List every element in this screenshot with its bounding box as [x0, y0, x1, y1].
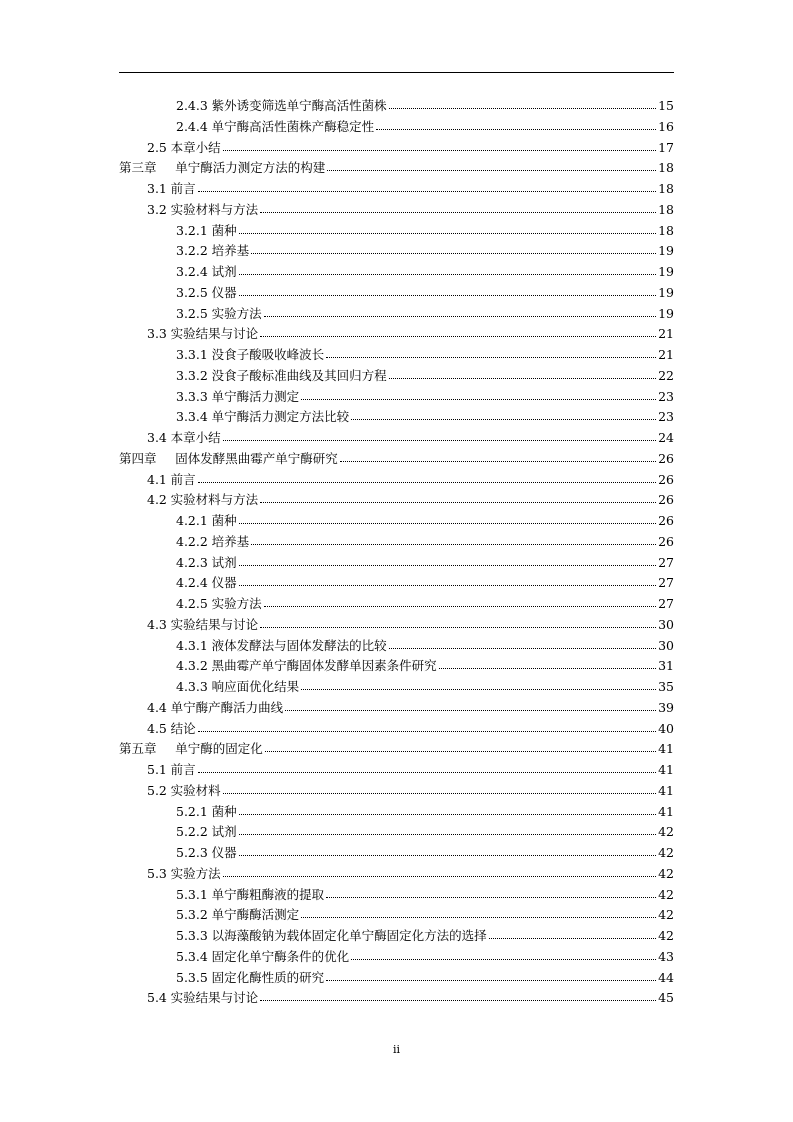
toc-entry[interactable] — [119, 739, 674, 760]
toc-entry-number: 5.3 — [147, 865, 167, 881]
toc-entry[interactable] — [119, 822, 674, 843]
toc-entry-title: 没食子酸标准曲线及其回归方程 — [211, 367, 387, 383]
toc-entry[interactable] — [119, 470, 674, 491]
toc-entry-number: 第五章 — [119, 741, 157, 757]
toc-entry-page-number: 21 — [658, 326, 674, 342]
toc-entry-number: 3.2.2 — [176, 243, 208, 259]
toc-dot-leader — [198, 181, 656, 193]
toc-dot-leader — [285, 700, 656, 712]
toc-dot-leader — [264, 306, 657, 318]
toc-entry-number: 4.2.2 — [176, 533, 208, 549]
toc-entry[interactable] — [119, 864, 674, 885]
toc-entry-number: 4.5 — [147, 720, 167, 736]
toc-entry-page-number: 18 — [658, 160, 674, 176]
toc-entry[interactable] — [119, 885, 674, 906]
toc-entry-page-number: 42 — [658, 907, 674, 923]
toc-entry-title: 单宁酶活力测定 — [211, 388, 300, 404]
toc-entry-number: 4.1 — [147, 471, 167, 487]
toc-entry-title: 前言 — [170, 181, 196, 196]
toc-entry-page-number: 30 — [658, 616, 674, 632]
toc-entry[interactable] — [119, 490, 674, 511]
toc-entry-page-number: 18 — [658, 201, 674, 217]
toc-entry-title: 实验材料与方法 — [170, 201, 259, 217]
toc-entry-page-number: 27 — [658, 596, 674, 611]
page-number: ii — [392, 1043, 401, 1056]
toc-entry-page-number: 41 — [658, 803, 674, 819]
toc-entry-number: 3.3.1 — [176, 347, 208, 362]
toc-entry-page-number: 27 — [658, 575, 674, 591]
toc-entry-title: 试剂 — [211, 824, 237, 840]
toc-entry[interactable] — [119, 594, 674, 615]
toc-entry-title: 菌种 — [211, 803, 237, 819]
toc-entry-number: 4.4 — [147, 699, 167, 715]
toc-dot-leader — [239, 575, 657, 587]
toc-entry-number: 第四章 — [119, 450, 157, 466]
toc-dot-leader — [223, 430, 656, 442]
toc-entry-page-number: 23 — [658, 409, 674, 425]
toc-entry-number: 3.3.2 — [176, 367, 208, 383]
toc-entry[interactable] — [119, 636, 674, 657]
toc-entry-page-number: 42 — [658, 928, 674, 943]
toc-entry[interactable] — [119, 968, 674, 989]
toc-entry-title: 实验结果与讨论 — [170, 990, 259, 1006]
toc-entry-page-number: 41 — [658, 762, 674, 777]
toc-entry[interactable] — [119, 843, 674, 864]
toc-entry-number: 5.3.4 — [176, 948, 208, 964]
toc-entry-title: 黑曲霉产单宁酶固体发酵单因素条件研究 — [211, 658, 437, 674]
toc-entry[interactable] — [119, 304, 674, 325]
toc-entry[interactable] — [119, 387, 674, 408]
toc-entry[interactable] — [119, 926, 674, 947]
toc-dot-leader — [301, 679, 656, 691]
toc-dot-leader — [389, 368, 657, 380]
toc-entry-title: 实验方法 — [170, 865, 221, 881]
toc-entry-page-number: 18 — [658, 181, 674, 196]
toc-entry-number: 3.3 — [147, 326, 167, 342]
toc-entry-title: 实验材料 — [170, 782, 221, 798]
toc-entry[interactable] — [119, 241, 674, 262]
toc-entry-title: 单宁酶的固定化 — [175, 741, 263, 757]
toc-entry[interactable] — [119, 366, 674, 387]
toc-entry-number: 4.3.2 — [176, 658, 208, 674]
toc-entry[interactable] — [119, 532, 674, 553]
toc-entry[interactable] — [119, 96, 674, 117]
toc-entry[interactable] — [119, 615, 674, 636]
toc-entry-title: 培养基 — [211, 243, 250, 259]
toc-entry-title: 固定化酶性质的研究 — [211, 969, 325, 985]
toc-dot-leader — [251, 243, 656, 255]
toc-entry-page-number: 31 — [658, 658, 674, 674]
toc-dot-leader — [326, 347, 656, 359]
toc-entry[interactable] — [119, 677, 674, 698]
toc-entry-number: 2.4.3 — [176, 98, 208, 113]
header-rule — [119, 72, 674, 73]
toc-entry-number: 5.2.1 — [176, 803, 208, 819]
toc-dot-leader — [239, 555, 657, 567]
toc-dot-leader — [489, 928, 657, 940]
toc-entry[interactable] — [119, 573, 674, 594]
toc-entry-number: 5.3.3 — [176, 928, 208, 943]
toc-dot-leader — [301, 907, 656, 919]
toc-entry-title: 响应面优化结果 — [211, 679, 300, 694]
toc-entry-page-number: 19 — [658, 243, 674, 259]
toc-entry[interactable] — [119, 262, 674, 283]
toc-entry[interactable] — [119, 698, 674, 719]
toc-entry-title: 以海藻酸钠为载体固定化单宁酶固定化方法的选择 — [211, 928, 487, 943]
toc-dot-leader — [239, 223, 657, 235]
toc-entry-title: 单宁酶产酶活力曲线 — [170, 699, 284, 715]
toc-entry-number: 2.4.4 — [176, 118, 208, 134]
toc-entry-number: 3.2.4 — [176, 264, 208, 279]
toc-entry-title: 结论 — [170, 720, 196, 736]
toc-dot-leader — [198, 721, 656, 733]
toc-entry-number: 5.2 — [147, 782, 167, 798]
toc-entry-page-number: 19 — [658, 305, 674, 321]
table-of-contents — [119, 96, 674, 1009]
toc-entry-title: 仪器 — [211, 845, 237, 860]
toc-entry-number: 3.3.4 — [176, 409, 208, 425]
toc-entry-title: 本章小结 — [170, 139, 221, 155]
toc-entry-title: 固定化单宁酶条件的优化 — [211, 948, 350, 964]
toc-entry-number: 3.4 — [147, 430, 167, 445]
toc-entry-page-number: 41 — [658, 741, 674, 757]
toc-entry[interactable] — [119, 511, 674, 532]
toc-entry[interactable] — [119, 947, 674, 968]
toc-entry-number: 5.3.2 — [176, 907, 208, 923]
toc-entry-page-number: 22 — [658, 367, 674, 383]
toc-entry-number: 4.3.1 — [176, 637, 208, 653]
toc-entry-title: 单宁酶高活性菌株产酶稳定性 — [211, 118, 375, 134]
toc-entry-title: 单宁酶粗酶液的提取 — [211, 886, 325, 902]
toc-entry[interactable] — [119, 117, 674, 138]
toc-entry-page-number: 30 — [658, 637, 674, 653]
toc-entry-page-number: 35 — [658, 679, 674, 694]
toc-entry[interactable] — [119, 988, 674, 1009]
toc-entry-number: 4.2.4 — [176, 575, 208, 591]
toc-entry-page-number: 39 — [658, 699, 674, 715]
toc-entry-title: 前言 — [170, 762, 196, 777]
toc-entry-number: 2.5 — [147, 139, 167, 155]
toc-dot-leader — [351, 409, 656, 421]
toc-dot-leader — [239, 513, 657, 525]
toc-dot-leader — [326, 887, 656, 899]
toc-entry-number: 4.3 — [147, 616, 167, 632]
toc-entry-number: 4.2 — [147, 492, 167, 508]
toc-entry[interactable] — [119, 221, 674, 242]
toc-entry-page-number: 27 — [658, 554, 674, 570]
toc-dot-leader — [264, 596, 657, 608]
toc-entry-title: 试剂 — [211, 264, 237, 279]
toc-entry[interactable] — [119, 407, 674, 428]
toc-entry-number: 4.2.1 — [176, 513, 208, 528]
toc-entry[interactable] — [119, 802, 674, 823]
toc-entry-page-number: 26 — [658, 471, 674, 487]
toc-entry-title: 液体发酵法与固体发酵法的比较 — [211, 637, 387, 653]
toc-entry-page-number: 42 — [658, 824, 674, 840]
toc-entry-page-number: 16 — [658, 118, 674, 134]
toc-entry-title: 本章小结 — [170, 430, 221, 445]
toc-entry-title: 紫外诱变筛选单宁酶高活性菌株 — [211, 98, 387, 113]
toc-entry-page-number: 41 — [658, 782, 674, 798]
toc-entry-page-number: 19 — [658, 284, 674, 300]
toc-dot-leader — [327, 160, 656, 172]
toc-entry-title: 前言 — [170, 471, 196, 487]
toc-entry-title: 固体发酵黑曲霉产单宁酶研究 — [175, 450, 338, 466]
toc-entry-page-number: 44 — [658, 969, 674, 985]
toc-entry-number: 4.3.3 — [176, 679, 208, 694]
toc-dot-leader — [223, 783, 656, 795]
toc-dot-leader — [239, 824, 657, 836]
toc-entry-page-number: 40 — [658, 720, 674, 736]
toc-entry-number: 5.3.1 — [176, 886, 208, 902]
toc-entry-page-number: 26 — [658, 513, 674, 528]
toc-entry[interactable] — [119, 283, 674, 304]
toc-dot-leader — [389, 98, 657, 110]
toc-dot-leader — [198, 472, 656, 484]
toc-entry-page-number: 24 — [658, 430, 674, 445]
toc-dot-leader — [239, 845, 657, 857]
toc-entry-page-number: 42 — [658, 865, 674, 881]
toc-entry-page-number: 26 — [658, 492, 674, 508]
toc-entry-page-number: 15 — [658, 98, 674, 113]
toc-entry-page-number: 26 — [658, 450, 674, 466]
toc-entry-title: 仪器 — [211, 284, 237, 300]
toc-dot-leader — [389, 638, 657, 650]
toc-entry-page-number: 43 — [658, 948, 674, 964]
toc-entry-number: 3.3.3 — [176, 388, 208, 404]
toc-entry-number: 4.2.5 — [176, 596, 208, 611]
toc-dot-leader — [198, 762, 656, 774]
toc-entry[interactable] — [119, 179, 674, 200]
toc-entry[interactable] — [119, 345, 674, 366]
toc-entry-number: 4.2.3 — [176, 554, 208, 570]
toc-entry-number: 3.1 — [147, 181, 167, 196]
toc-dot-leader — [260, 202, 656, 214]
toc-entry[interactable] — [119, 200, 674, 221]
toc-dot-leader — [260, 617, 656, 629]
toc-dot-leader — [265, 741, 656, 753]
toc-entry-number: 5.3.5 — [176, 969, 208, 985]
toc-entry-page-number: 45 — [658, 990, 674, 1006]
toc-entry-number: 3.2.5 — [176, 305, 208, 321]
toc-dot-leader — [260, 326, 656, 338]
toc-entry-title: 没食子酸吸收峰波长 — [211, 347, 325, 362]
toc-entry-number: 5.2.2 — [176, 824, 208, 840]
toc-dot-leader — [239, 285, 657, 297]
toc-entry-title: 实验结果与讨论 — [170, 326, 259, 342]
toc-dot-leader — [239, 264, 657, 276]
toc-entry-title: 单宁酶活力测定方法的构建 — [175, 160, 326, 176]
toc-entry-page-number: 26 — [658, 533, 674, 549]
toc-dot-leader — [260, 492, 656, 504]
toc-entry[interactable] — [119, 138, 674, 159]
toc-entry[interactable] — [119, 905, 674, 926]
toc-entry-title: 培养基 — [211, 533, 250, 549]
toc-entry-title: 菌种 — [211, 513, 237, 528]
toc-dot-leader — [376, 119, 656, 131]
toc-dot-leader — [251, 534, 656, 546]
toc-entry-title: 实验方法 — [211, 305, 262, 321]
toc-entry[interactable] — [119, 158, 674, 179]
toc-entry-page-number: 19 — [658, 264, 674, 279]
toc-entry-page-number: 42 — [658, 845, 674, 860]
toc-entry-number: 5.1 — [147, 762, 167, 777]
toc-dot-leader — [340, 451, 656, 463]
toc-dot-leader — [301, 389, 656, 401]
toc-entry[interactable] — [119, 449, 674, 470]
toc-dot-leader — [239, 804, 657, 816]
toc-entry-number: 5.2.3 — [176, 845, 208, 860]
toc-entry[interactable] — [119, 719, 674, 740]
toc-entry-page-number: 42 — [658, 886, 674, 902]
toc-dot-leader — [223, 140, 656, 152]
toc-dot-leader — [351, 949, 656, 961]
toc-dot-leader — [223, 866, 656, 878]
toc-entry[interactable] — [119, 760, 674, 781]
toc-entry[interactable] — [119, 553, 674, 574]
toc-entry-number: 3.2 — [147, 201, 167, 217]
toc-entry-title: 试剂 — [211, 554, 237, 570]
toc-dot-leader — [326, 970, 656, 982]
toc-entry-title: 实验方法 — [211, 596, 262, 611]
toc-entry[interactable] — [119, 428, 674, 449]
toc-entry-page-number: 21 — [658, 347, 674, 362]
toc-entry-page-number: 17 — [658, 139, 674, 155]
toc-entry-title: 单宁酶酶活测定 — [211, 907, 300, 923]
toc-entry-page-number: 18 — [658, 222, 674, 238]
toc-entry-page-number: 23 — [658, 388, 674, 404]
toc-entry[interactable] — [119, 781, 674, 802]
toc-entry-number: 3.2.1 — [176, 222, 208, 238]
toc-entry-number: 第三章 — [119, 160, 157, 176]
toc-dot-leader — [260, 990, 656, 1002]
toc-entry-title: 单宁酶活力测定方法比较 — [211, 409, 350, 425]
toc-entry-title: 实验材料与方法 — [170, 492, 259, 508]
toc-entry-title: 实验结果与讨论 — [170, 616, 259, 632]
toc-entry-title: 仪器 — [211, 575, 237, 591]
toc-entry-title: 菌种 — [211, 222, 237, 238]
toc-entry[interactable] — [119, 324, 674, 345]
toc-entry-number: 5.4 — [147, 990, 167, 1006]
toc-entry[interactable] — [119, 656, 674, 677]
toc-entry-number: 3.2.5 — [176, 284, 208, 300]
toc-dot-leader — [439, 658, 657, 670]
